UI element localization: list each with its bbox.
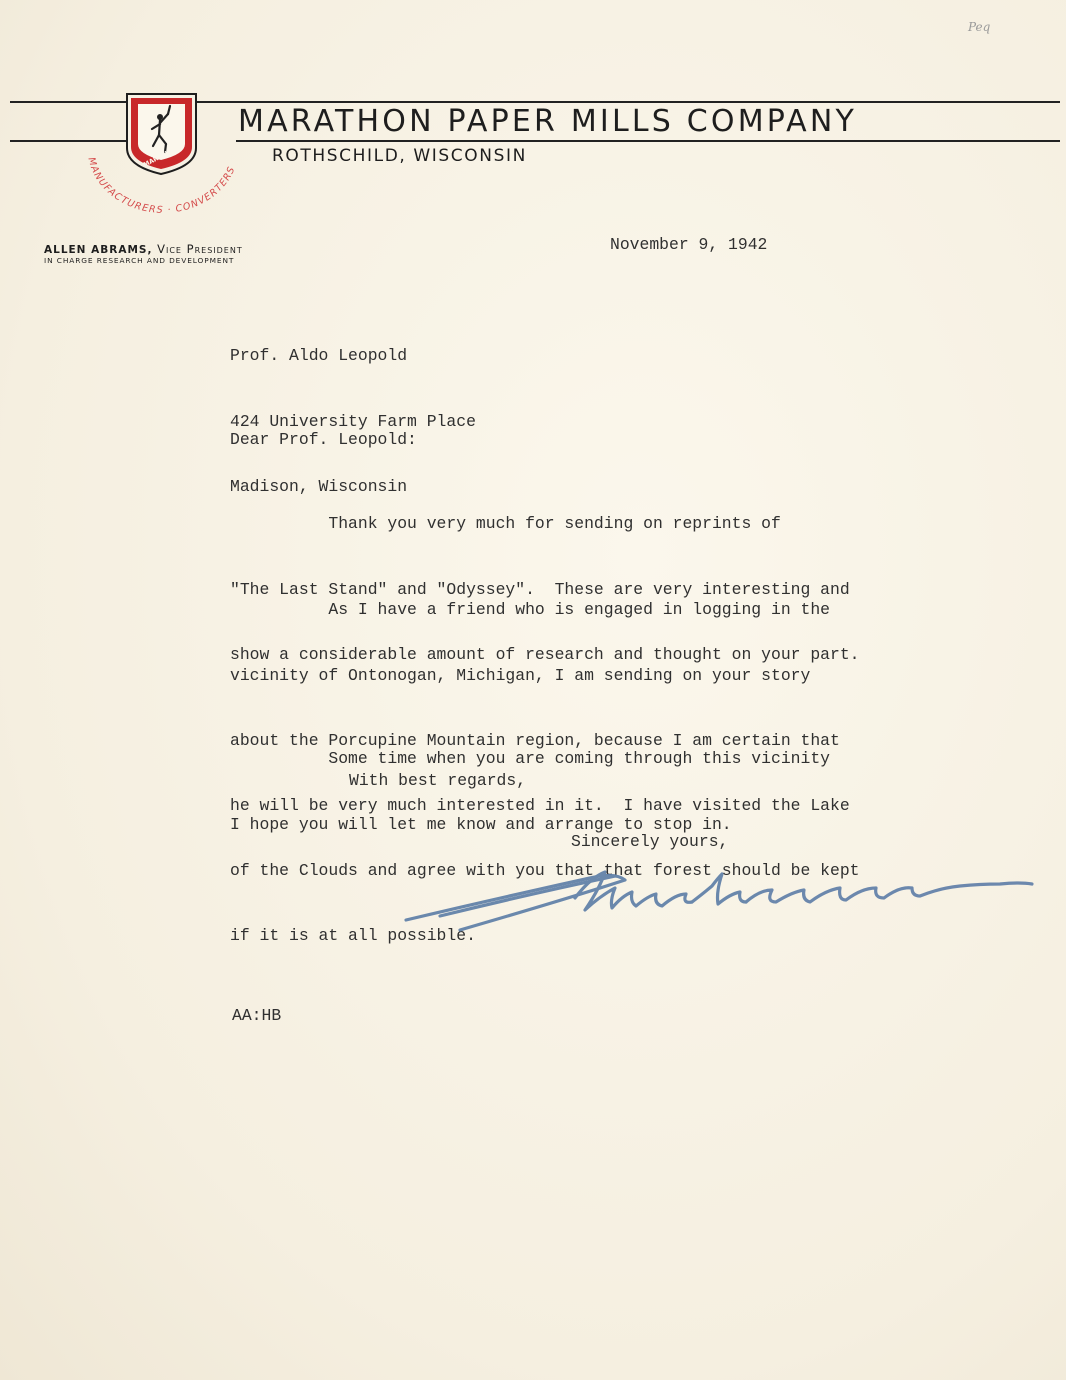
recipient-line: Madison, Wisconsin [230,476,408,496]
signature-icon [400,858,1040,938]
paragraph-line: Some time when you are coming through this vicinity [230,749,830,769]
officer-title: Vice President [157,242,243,256]
paragraph-line: "The Last Stand" and "Odyssey". These are very interesting and [230,579,850,599]
paragraph-line: As I have a friend who is engaged in logging in the [230,600,830,620]
logo-arc-text: MANUFACTURERS · CONVERTERS [85,156,238,216]
company-logo [80,92,250,222]
paragraph-line: show a considerable amount of research and thought on your part. [230,644,860,664]
paragraph-line: if it is at all possible. [230,925,476,945]
handwritten-signature [400,858,1040,938]
officer-line [44,242,243,256]
salutation: Dear Prof. Leopold: [230,430,417,449]
recipient-line: 424 University Farm Place [230,411,476,431]
paragraph-line: Thank you very much for sending on reprints of [230,514,781,534]
closing-sign-off: Sincerely yours, [571,832,729,851]
company-name: MARATHON PAPER MILLS COMPANY [238,104,858,139]
paragraph-line: vicinity of Ontonogan, Michigan, I am sending on your story [230,665,811,685]
pencil-annotation: Peq [968,20,991,34]
paragraph-line: about the Porcupine Mountain region, because I am certain that [230,730,840,750]
officer-department: IN CHARGE RESEARCH AND DEVELOPMENT [44,256,235,265]
letterhead-bottom-rule [236,140,1060,142]
officer-name: ALLEN ABRAMS, [44,244,153,256]
paragraph-line: of the Clouds and agree with you that that forest should be kept [230,860,860,880]
logo-shield-text: MARATHON [142,143,181,169]
marathon-shield-logo-icon [80,92,250,222]
closing-regards: With best regards, [349,771,527,790]
paragraph-line: I hope you will let me know and arrange to stop in. [230,814,732,834]
company-location: ROTHSCHILD, WISCONSIN [272,146,527,166]
paragraph-line: he will be very much interested in it. I have visited the Lake [230,795,850,815]
letter-date: November 9, 1942 [610,235,768,254]
reference-initials: AA:HB [232,1006,282,1025]
paragraph-3 [230,705,830,879]
recipient-line: Prof. Aldo Leopold [230,346,408,366]
